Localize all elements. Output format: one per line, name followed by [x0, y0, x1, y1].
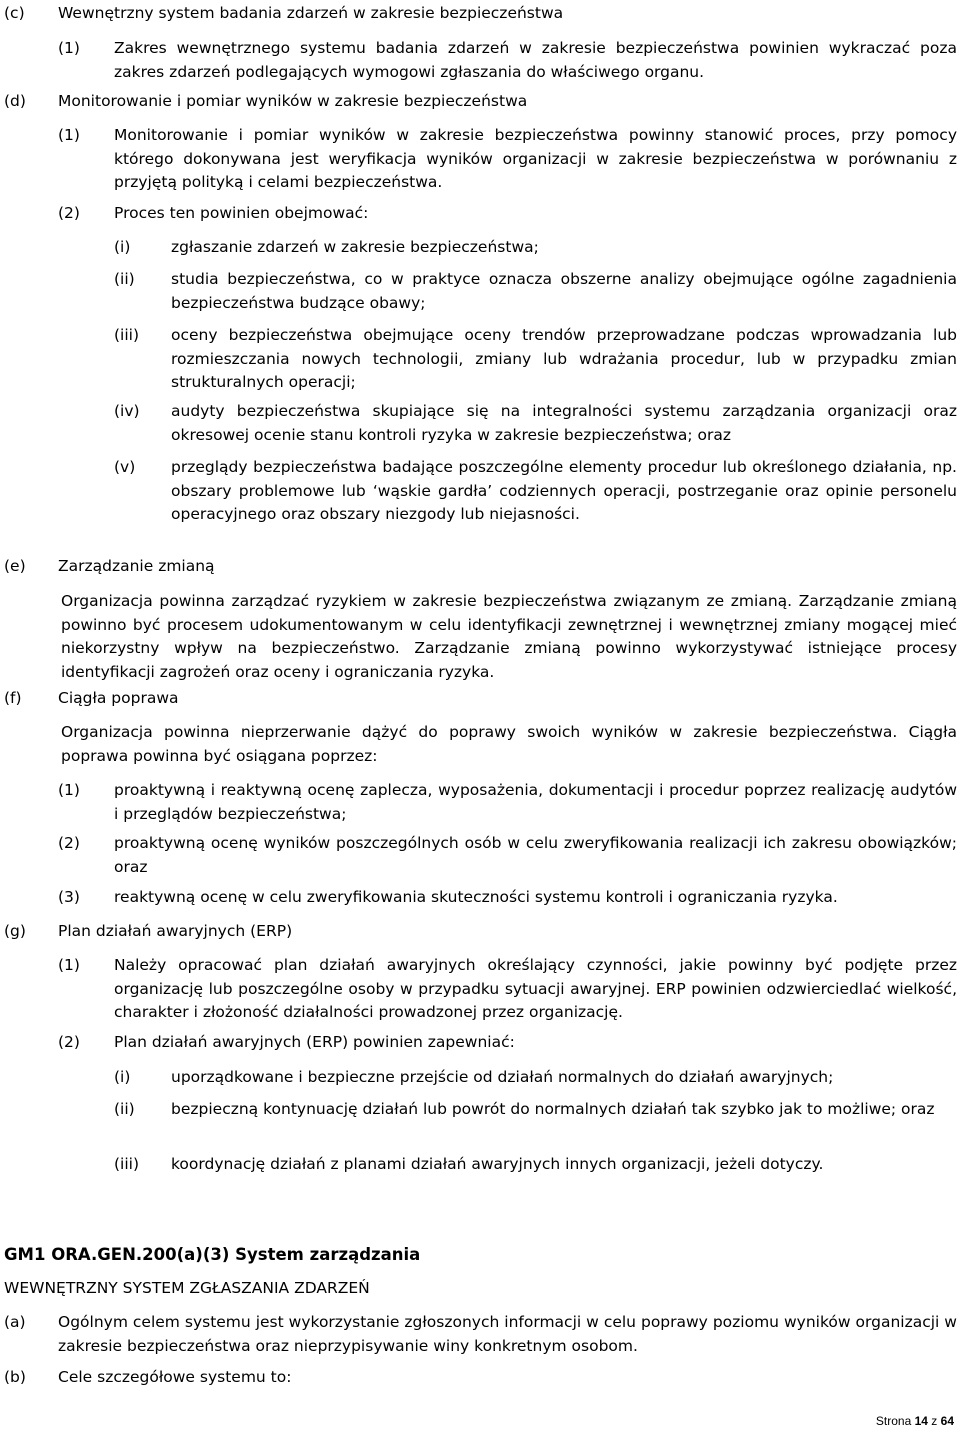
footer-page-number: 14 [914, 1414, 928, 1428]
section-f-item-3-text: reaktywną ocenę w celu zweryfikowania skuteczności systemu kontroli i ograniczania ryzyka. [114, 888, 838, 906]
gm-heading: GM1 ORA.GEN.200(a)(3) System zarządzania [4, 1245, 421, 1264]
section-f-item-1-text: proaktywną i reaktywną ocenę zaplecza, wyposażenia, dokumentacji i procedur poprzez realizację audytów i przeglądów bezpieczeństwa; [114, 781, 957, 823]
section-d-sub-v-text: przeglądy bezpieczeństwa badające poszczególne elementy procedur lub określonego działania, np. obszary problemowe lub ‘wąskie gardła’ codziennych operacji, postrzeganie oraz opinie personelu operacyjnego oraz obszary niezgody lub niejasności. [171, 458, 957, 523]
section-e-title: Zarządzanie zmianą [58, 557, 215, 575]
page-footer [876, 1410, 954, 1434]
section-f-item-1-label: (1) [58, 781, 80, 799]
gm-item-a-label: (a) [4, 1313, 26, 1331]
section-f-body: Organizacja powinna nieprzerwanie dążyć do poprawy swoich wyników w zakresie bezpieczeństwa. Ciągła poprawa powinna być osiągana poprzez: [61, 723, 957, 765]
section-g-label: (g) [4, 922, 26, 940]
section-c-label: (c) [4, 4, 25, 22]
section-g-sub-iii-label: (iii) [114, 1155, 140, 1173]
section-f-item-3-label: (3) [58, 888, 80, 906]
section-d-sub-i-label: (i) [114, 238, 131, 256]
section-d-item-2-label: (2) [58, 204, 80, 222]
section-c-item-1-text: Zakres wewnętrznego systemu badania zdarzeń w zakresie bezpieczeństwa powinien wykraczać poza zakres zdarzeń podlegających wymogowi zgłaszania do właściwego organu. [114, 39, 957, 81]
gm-subheading: WEWNĘTRZNY SYSTEM ZGŁASZANIA ZDARZEŃ [4, 1279, 370, 1297]
section-d-sub-ii-text: studia bezpieczeństwa, co w praktyce oznacza obszerne analizy obejmujące ogólne zagadnienia bezpieczeństwa budzące obawy; [171, 270, 957, 312]
section-d-sub-iv-label: (iv) [114, 402, 140, 420]
footer-page-total: 64 [940, 1414, 954, 1428]
section-d-title: Monitorowanie i pomiar wyników w zakresie bezpieczeństwa [58, 92, 528, 110]
footer-separator: z [931, 1414, 938, 1428]
section-f-label: (f) [4, 689, 22, 707]
section-d-item-1-text: Monitorowanie i pomiar wyników w zakresie bezpieczeństwa powinny stanowić proces, przy pomocy którego dokonywana jest weryfikacja wyników organizacji w zakresie bezpieczeństwa w porównaniu z przyjętą polityką i celami bezpieczeństwa. [114, 126, 957, 191]
gm-item-b-label: (b) [4, 1368, 26, 1386]
section-c-title: Wewnętrzny system badania zdarzeń w zakresie bezpieczeństwa [58, 4, 564, 22]
section-d-item-1-label: (1) [58, 126, 80, 144]
section-e-label: (e) [4, 557, 26, 575]
section-d-label: (d) [4, 92, 26, 110]
section-g-item-1-text: Należy opracować plan działań awaryjnych określający czynności, jakie powinny być podjęte przez organizację lub poszczególne osoby w przypadku sytuacji awaryjnej. ERP powinien odzwierciedlać wielkość, charakter i złożoność działalności prowadzonej przez organizację. [114, 956, 957, 1021]
section-e-body: Organizacja powinna zarządzać ryzykiem w zakresie bezpieczeństwa związanym ze zmianą. Zarządzanie zmianą powinno być procesem udokumentowanym w celu identyfikacji zewnętrznej i wewnętrznej zmiany mogącej mieć niekorzystny wpływ na bezpieczeństwo. Zarządzanie zmianą powinno wykorzystywać istniejące procesy identyfikacji zagrożeń oraz oceny i ograniczania ryzyka. [61, 592, 957, 681]
section-d-sub-ii-label: (ii) [114, 270, 135, 288]
section-f-item-2-label: (2) [58, 834, 80, 852]
section-c-item-1-label: (1) [58, 39, 80, 57]
section-d-sub-i-text: zgłaszanie zdarzeń w zakresie bezpieczeństwa; [171, 238, 539, 256]
section-f-item-2-text: proaktywną ocenę wyników poszczególnych osób w celu zweryfikowania realizacji ich zakresu obowiązków; oraz [114, 834, 957, 876]
section-d-sub-iii-label: (iii) [114, 326, 140, 344]
footer-prefix: Strona [875, 1414, 912, 1428]
section-d-sub-v-label: (v) [114, 458, 136, 476]
section-g-item-1-label: (1) [58, 956, 80, 974]
section-g-sub-i-text: uporządkowane i bezpieczne przejście od działań normalnych do działań awaryjnych; [171, 1068, 834, 1086]
gm-item-a-text: Ogólnym celem systemu jest wykorzystanie zgłoszonych informacji w celu poprawy poziomu wyników organizacji w zakresie bezpieczeństwa oraz nieprzypisywanie winy konkretnym osobom. [58, 1313, 957, 1355]
section-g-title: Plan działań awaryjnych (ERP) [58, 922, 293, 940]
gm-item-b-text: Cele szczegółowe systemu to: [58, 1368, 292, 1386]
section-d-item-2-text: Proces ten powinien obejmować: [114, 204, 369, 222]
section-d-sub-iii-text: oceny bezpieczeństwa obejmujące oceny trendów przeprowadzane podczas wprowadzania lub rozmieszczania nowych technologii, zmiany lub wdrażania procedur, lub w przypadku zmian strukturalnych operacji; [171, 326, 957, 391]
section-g-sub-ii-text: bezpieczną kontynuację działań lub powrót do normalnych działań tak szybko jak to możliwe; oraz [171, 1100, 935, 1118]
section-g-sub-i-label: (i) [114, 1068, 131, 1086]
section-d-sub-iv-text: audyty bezpieczeństwa skupiające się na integralności systemu zarządzania organizacji oraz okresowej ocenie stanu kontroli ryzyka w zakresie bezpieczeństwa; oraz [171, 402, 957, 444]
section-g-item-2-text: Plan działań awaryjnych (ERP) powinien zapewniać: [114, 1033, 515, 1051]
section-f-title: Ciągła poprawa [58, 689, 179, 707]
section-g-sub-iii-text: koordynację działań z planami działań awaryjnych innych organizacji, jeżeli dotyczy. [171, 1155, 824, 1173]
section-g-item-2-label: (2) [58, 1033, 80, 1051]
section-g-sub-ii-label: (ii) [114, 1100, 135, 1118]
